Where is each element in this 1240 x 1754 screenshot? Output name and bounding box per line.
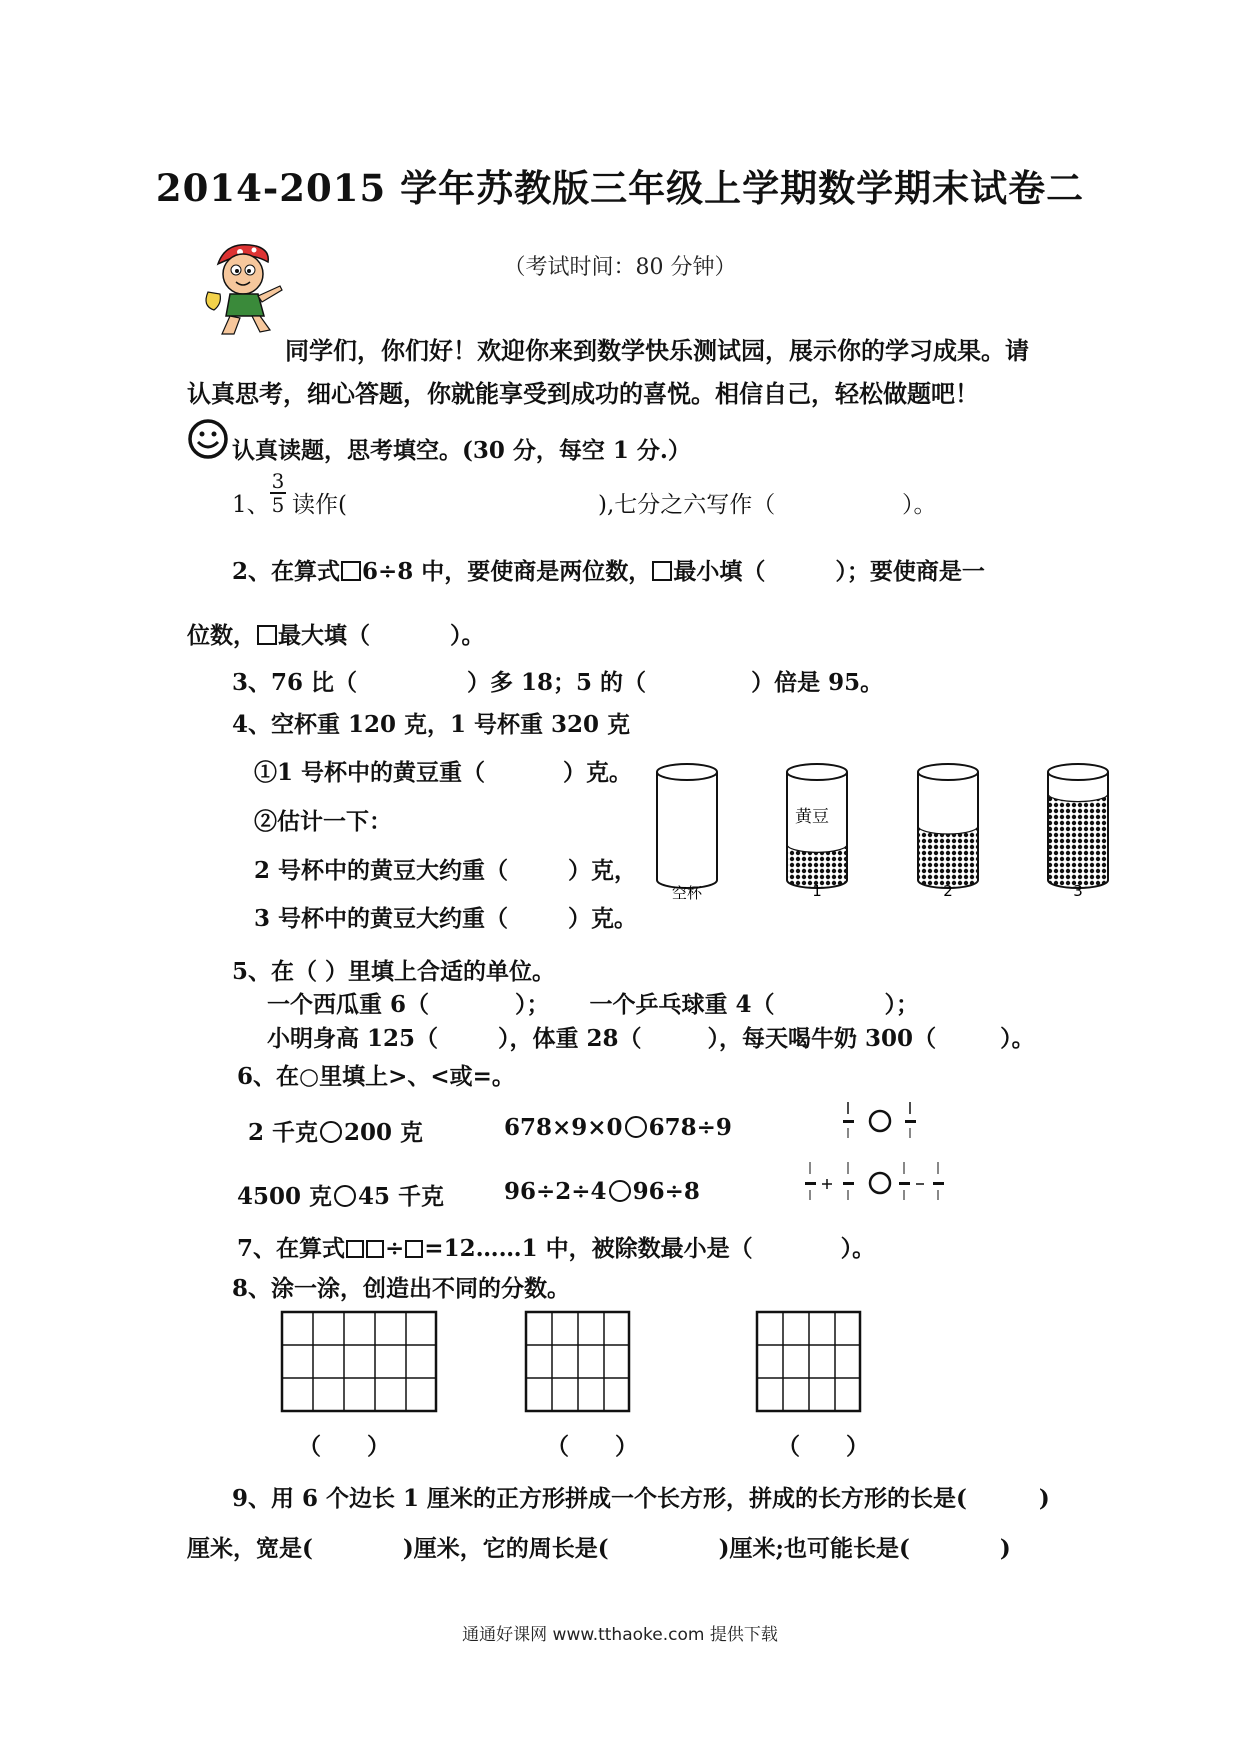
- q1-text-c: ）。: [902, 492, 937, 518]
- q3-line: [232, 664, 883, 697]
- cup-rim: [1048, 764, 1108, 780]
- grid-4x3: [524, 1310, 634, 1414]
- intro-line-1: 同学们，你们好！欢迎你来到数学快乐测试园，展示你的学习成果。请: [285, 337, 1029, 365]
- q2-line2-a: 位数，: [187, 622, 256, 649]
- q1-fraction-numerator: 3: [271, 469, 285, 493]
- intro-line-2: 认真思考，细心答题，你就能享受到成功的喜悦。相信自己，轻松做题吧！: [187, 380, 979, 408]
- compare-circle: [334, 1185, 356, 1207]
- q9-line2-d: ): [999, 1535, 1011, 1562]
- cup-body: [657, 772, 717, 888]
- q6-c3-a: 4500 克: [237, 1183, 333, 1210]
- q4-line: 4、空杯重 120 克，1 号杯重 320 克: [232, 711, 631, 738]
- blank-square: [341, 561, 361, 581]
- q7-line: [237, 1230, 875, 1263]
- q6-compare-1: [248, 1114, 423, 1147]
- q4-sub4-a: 3 号杯中的黄豆大约重（: [254, 905, 509, 932]
- blank-square: [652, 561, 672, 581]
- q9-line2-a: 厘米，宽是(: [187, 1535, 313, 1562]
- q6-c2-b: 678÷9: [648, 1114, 732, 1141]
- q8-paren-3: （ ）: [777, 1433, 869, 1460]
- cups-figure: [645, 760, 1125, 910]
- q4-sub3: [254, 852, 637, 885]
- cup-1-text: 黄豆: [795, 807, 829, 827]
- q6-c3-b: 45 千克: [358, 1183, 445, 1210]
- blank-square: [346, 1240, 364, 1258]
- q6-c4-a: 96÷2÷4: [504, 1178, 607, 1205]
- q6-compare-4: [504, 1178, 700, 1205]
- cup-label-3: 3: [1073, 882, 1083, 900]
- q9-line2: [187, 1530, 1011, 1563]
- q3-text-c: ）倍是 95。: [751, 669, 884, 696]
- q6-c1-b: 200 克: [344, 1119, 424, 1146]
- q1-fraction-denominator: 5: [271, 493, 285, 517]
- cup-rim: [787, 764, 847, 780]
- q1-number: 1、: [232, 492, 270, 518]
- compare-circle: [609, 1180, 631, 1202]
- q4-sub1: [254, 754, 632, 787]
- q9-line2-c: )厘米;也可能长是(: [718, 1535, 910, 1562]
- blank-fraction-compare: [800, 1096, 960, 1226]
- q9-line1: [232, 1480, 1050, 1513]
- q5-row1: [267, 986, 919, 1019]
- exam-time: （考试时间：80 分钟）: [503, 255, 737, 280]
- q6-c1-a: 2 千克: [248, 1119, 319, 1146]
- q9-line2-b: )厘米，它的周长是(: [402, 1535, 609, 1562]
- q7-text-c: =12……1 中，被除数最小是（: [424, 1235, 753, 1262]
- q4-sub1-b: ）克。: [563, 759, 633, 786]
- compare-circle: [625, 1116, 647, 1138]
- q2-line1-a: 2、在算式: [232, 558, 341, 585]
- q7-text-d: ）。: [840, 1235, 876, 1262]
- cup-label-2: 2: [943, 882, 953, 900]
- cup-beans-fill: [918, 826, 978, 888]
- q5-row2-d: ）。: [1000, 1025, 1035, 1052]
- grid-5x3: [280, 1310, 440, 1414]
- q4-sub4-b: ）克。: [568, 905, 638, 932]
- page-title: 2014-2015 学年苏教版三年级上学期数学期末试卷二: [155, 166, 1085, 210]
- q8-paren-2: （ ）: [546, 1433, 638, 1460]
- cup-label-1: 1: [812, 882, 822, 900]
- q5-row1-c: 一个乒乓球重 4（: [589, 991, 775, 1018]
- q5-row2-c: ），每天喝牛奶 300（: [707, 1025, 937, 1052]
- q2-line1: [232, 553, 985, 586]
- q5-row2-a: 小明身高 125（: [267, 1025, 439, 1052]
- q8-line: 8、涂一涂，创造出不同的分数。: [232, 1275, 571, 1302]
- q7-text-b: ÷: [385, 1235, 405, 1262]
- blank-square: [405, 1240, 423, 1258]
- q2-line2-b: 最大填（: [278, 622, 370, 649]
- q1-text-a: 读作(: [292, 492, 347, 518]
- q2-line2: [187, 617, 485, 650]
- q5-row1-b: ）；: [515, 991, 550, 1018]
- q8-paren-1: （ ）: [298, 1433, 390, 1460]
- q5-line: 5、在（ ）里填上合适的单位。: [232, 958, 556, 985]
- q4-sub1-a: ①1 号杯中的黄豆重（: [254, 759, 486, 786]
- cup-rim: [918, 764, 978, 780]
- q4-sub3-b: ）克，: [568, 857, 638, 884]
- smiley-icon: [187, 418, 229, 460]
- q9-line1-a: 9、用 6 个边长 1 厘米的正方形拼成一个长方形，拼成的长方形的长是(: [232, 1485, 967, 1512]
- q3-text-a: 3、76 比（: [232, 669, 358, 696]
- q3-text-b: ）多 18；5 的（: [467, 669, 647, 696]
- q6-c4-b: 96÷8: [632, 1178, 700, 1205]
- blank-square: [366, 1240, 384, 1258]
- cup-beans-fill: [1048, 794, 1108, 888]
- section1-heading: 认真读题，思考填空。(30 分，每空 1 分.）: [232, 437, 691, 464]
- q2-line2-c: ）。: [450, 622, 485, 649]
- q6-c2-a: 678×9×0: [504, 1114, 623, 1141]
- q6-compare-2: [504, 1114, 732, 1141]
- footer: 通通好课网 www.tthaoke.com 提供下载: [462, 1625, 778, 1645]
- q5-row1-a: 一个西瓜重 6（: [267, 991, 430, 1018]
- q6-compare-3: [237, 1178, 444, 1211]
- cup-rim: [657, 764, 717, 780]
- q5-row1-d: ）；: [884, 991, 920, 1018]
- q2-line1-c: 最小填（: [673, 558, 766, 585]
- q2-line1-d: ）；要使商是一: [835, 558, 985, 585]
- q1-text-b: ),七分之六写作（: [598, 492, 776, 518]
- q2-line1-b: 6÷8 中，要使商是两位数，: [362, 558, 652, 585]
- q6-line: 6、在○里填上>、<或=。: [237, 1063, 515, 1090]
- q9-line1-b: ): [1038, 1485, 1050, 1512]
- q4-sub3-a: 2 号杯中的黄豆大约重（: [254, 857, 509, 884]
- grid-4x3-second: [755, 1310, 865, 1414]
- q5-row2: [267, 1020, 1035, 1053]
- q4-sub2: ②估计一下：: [254, 808, 392, 835]
- compare-circle: [320, 1121, 342, 1143]
- q4-sub4: [254, 900, 637, 933]
- cup-label-empty: 空杯: [671, 884, 703, 902]
- q5-row2-b: ），体重 28（: [498, 1025, 642, 1052]
- q1-fraction: [270, 470, 286, 516]
- blank-square: [257, 625, 277, 645]
- q7-text-a: 7、在算式: [237, 1235, 346, 1262]
